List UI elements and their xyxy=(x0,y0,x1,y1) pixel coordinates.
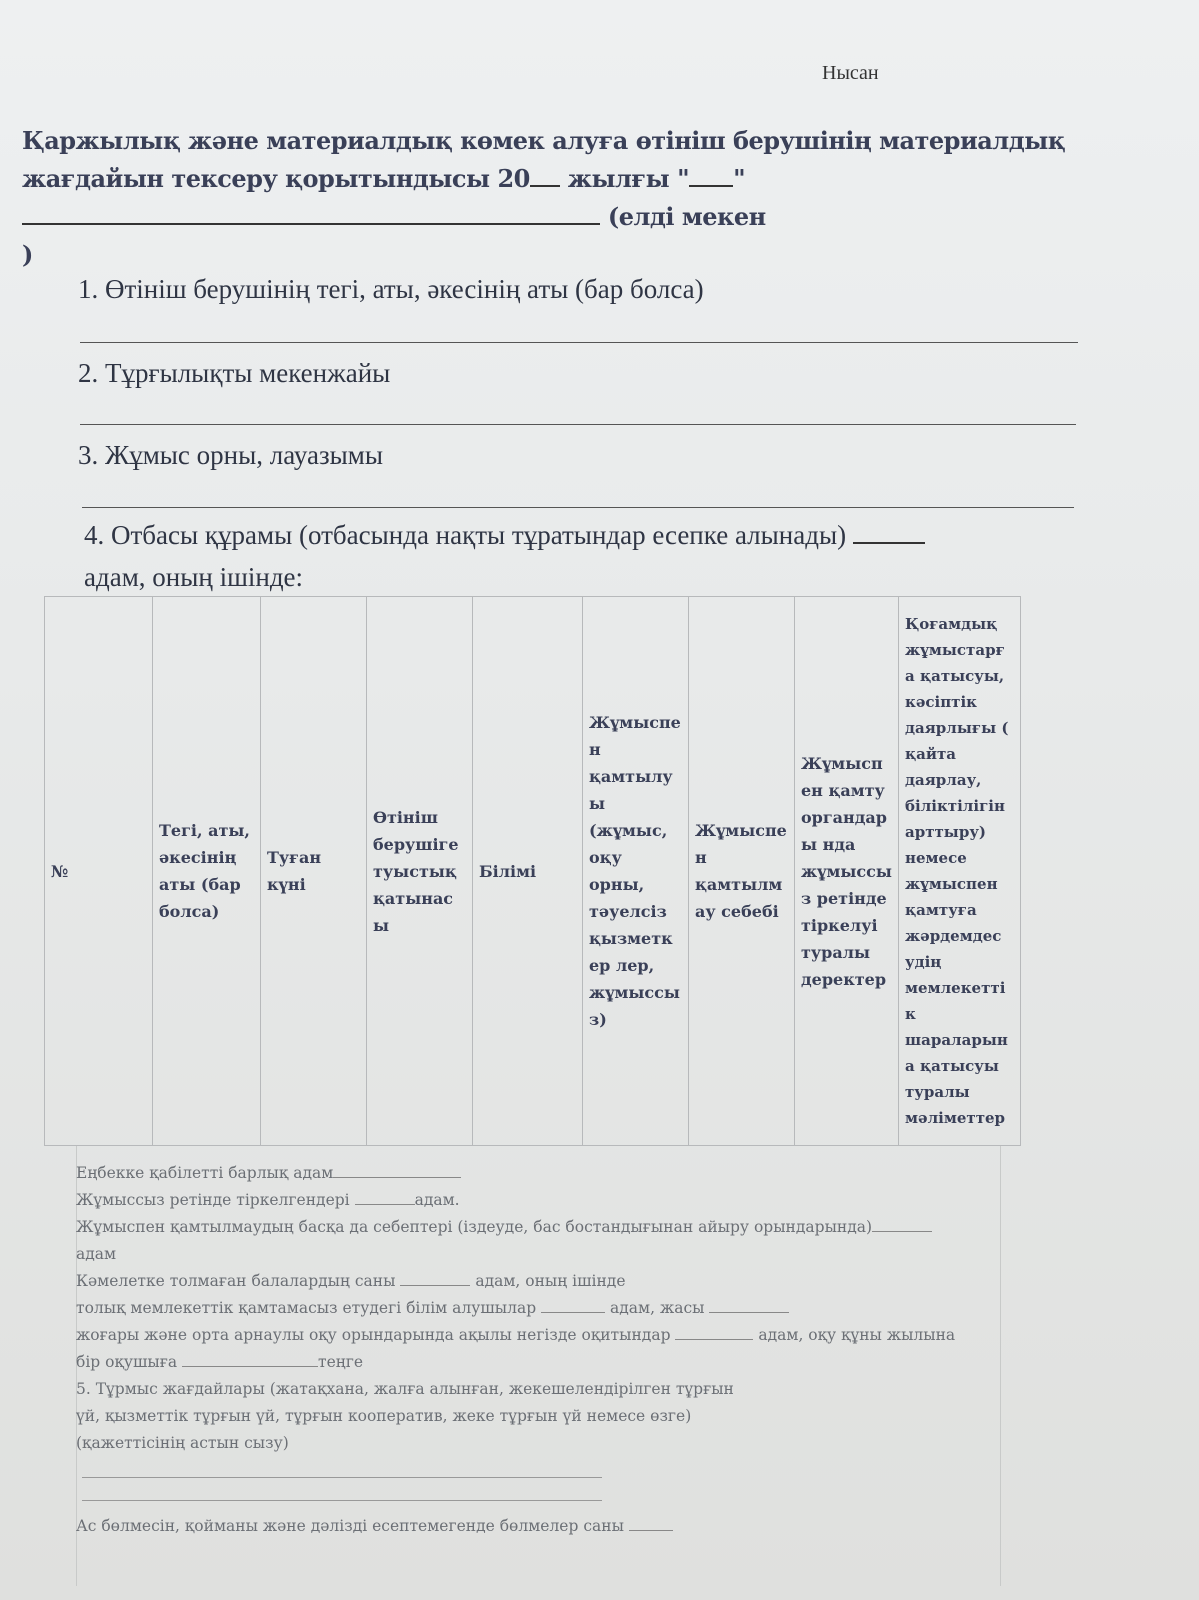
family-count-blank xyxy=(853,542,925,544)
col-header-education: Білімі xyxy=(473,597,583,1146)
answer-line-2 xyxy=(80,424,1076,425)
per-student-unit: теңге xyxy=(318,1353,364,1371)
other-reasons-label: Жұмыспен қамтылмаудың басқа да себептері (іздеуде, бас бостандығынан айыру орындарында) xyxy=(76,1218,873,1236)
workable-count-line xyxy=(76,1160,996,1187)
day-blank xyxy=(689,185,733,187)
paid-study-blank xyxy=(675,1325,753,1340)
living-conditions-line2: үй, қызметтік тұрғын үй, тұрғын кооператив, жеке тұрғын үй немесе өзге) xyxy=(76,1407,692,1425)
col-header-employment: Жұмыспен қамтылуы (жұмыс, оқу орны, тәуелсіз қызметкер лер, жұмыссыз) xyxy=(583,597,689,1146)
table-header-row xyxy=(45,597,1021,1146)
question-1: 1. Өтініш берушінің тегі, аты, әкесінің аты (бар болса) xyxy=(78,274,704,304)
unemployed-line xyxy=(76,1187,996,1214)
quote-open: " xyxy=(677,164,690,193)
unemployed-unit: адам. xyxy=(414,1191,460,1209)
per-student-line xyxy=(76,1349,996,1376)
answer-line-3 xyxy=(82,507,1074,508)
lower-section xyxy=(76,1160,996,1540)
per-student-label: бір оқушыға xyxy=(76,1353,178,1371)
table-frame-right xyxy=(1000,1146,1001,1586)
document-title xyxy=(22,122,1182,274)
title-text: Қаржылық және материалдық көмек алуға өтініш берушінің материалдық жағдайын тексеру қорытындысы 20 xyxy=(22,126,1066,193)
col-header-public-works: Қоғамдық жұмыстарға қатысуы, кәсіптік даярлығы ( қайта даярлау, біліктілігін арттыру) немесе жұмыспен қамтуға жәрдемдес удің мемлекетті к шараларын а қатысуы туралы мәліметтер xyxy=(899,597,1021,1146)
year-blank xyxy=(530,185,560,187)
place-blank xyxy=(22,223,600,225)
state-support-blank xyxy=(541,1298,605,1313)
answer-line-1 xyxy=(80,342,1078,343)
workable-count-blank xyxy=(333,1163,461,1178)
unemployed-blank xyxy=(355,1190,415,1205)
col-header-unemployment-reason: Жұмыспен қамтылмау себебі xyxy=(689,597,795,1146)
minors-unit: адам, оның ішінде xyxy=(475,1272,626,1290)
rooms-count-label: Ас бөлмесін, қойманы және дәлізді есептемегенде бөлмелер саны xyxy=(76,1517,624,1535)
living-conditions-line1: 5. Тұрмыс жағдайлары (жатақхана, жалға алынған, жекешелендірілген тұрғын xyxy=(76,1380,734,1398)
minors-label: Кәмелетке толмаған балалардың саны xyxy=(76,1272,396,1290)
question-4-line1: 4. Отбасы құрамы (отбасында нақты тұратындар есепке алынады) xyxy=(84,520,847,550)
family-members-table xyxy=(44,596,1021,1146)
minors-line xyxy=(76,1268,996,1295)
paid-study-unit: адам, оқу құны жылына xyxy=(758,1326,956,1344)
state-support-age-blank xyxy=(709,1298,789,1313)
per-student-blank xyxy=(182,1352,318,1367)
living-answer-line-1 xyxy=(82,1477,602,1478)
rooms-count-line xyxy=(76,1513,996,1540)
state-support-unit: адам, жасы xyxy=(610,1299,705,1317)
col-header-birthdate: Туған күні xyxy=(261,597,367,1146)
minors-blank xyxy=(400,1271,470,1286)
quote-close: " xyxy=(733,164,746,193)
title-year-word: жылғы xyxy=(567,164,670,193)
state-support-label: толық мемлекеттік қамтамасыз етудегі білім алушылар xyxy=(76,1299,537,1317)
col-header-registration: Жұмыспен қамту органдары нда жұмыссыз ретінде тіркелуі туралы деректер xyxy=(795,597,899,1146)
paid-study-label: жоғары және орта арнаулы оқу орындарында ақылы негізде оқитындар xyxy=(76,1326,671,1344)
paid-study-line xyxy=(76,1322,996,1349)
unemployed-label: Жұмыссыз ретінде тіркелгендері xyxy=(76,1191,350,1209)
question-4 xyxy=(84,520,925,551)
form-label: Нысан xyxy=(822,62,879,84)
other-reasons-unit: адам xyxy=(76,1245,117,1263)
col-header-relation: Өтініш берушіге туыстық қатынасы xyxy=(367,597,473,1146)
state-support-line xyxy=(76,1295,996,1322)
rooms-count-blank xyxy=(629,1516,673,1531)
col-header-fullname: Тегі, аты, әкесінің аты (бар болса) xyxy=(153,597,261,1146)
title-close-paren: ) xyxy=(22,240,33,269)
question-4-line2: адам, оның ішінде: xyxy=(84,562,304,592)
other-reasons-blank xyxy=(872,1217,932,1232)
workable-count-label: Еңбекке қабілетті барлық адам xyxy=(76,1164,334,1182)
other-reasons-line xyxy=(76,1214,996,1241)
col-header-number: № xyxy=(45,597,153,1146)
living-answer-line-2 xyxy=(82,1500,602,1501)
underline-hint: (қажеттісінің астын сызу) xyxy=(76,1434,289,1452)
question-3: 3. Жұмыс орны, лауазымы xyxy=(78,440,383,470)
title-suffix: (елді мекен xyxy=(607,202,766,231)
question-2: 2. Тұрғылықты мекенжайы xyxy=(78,358,391,388)
